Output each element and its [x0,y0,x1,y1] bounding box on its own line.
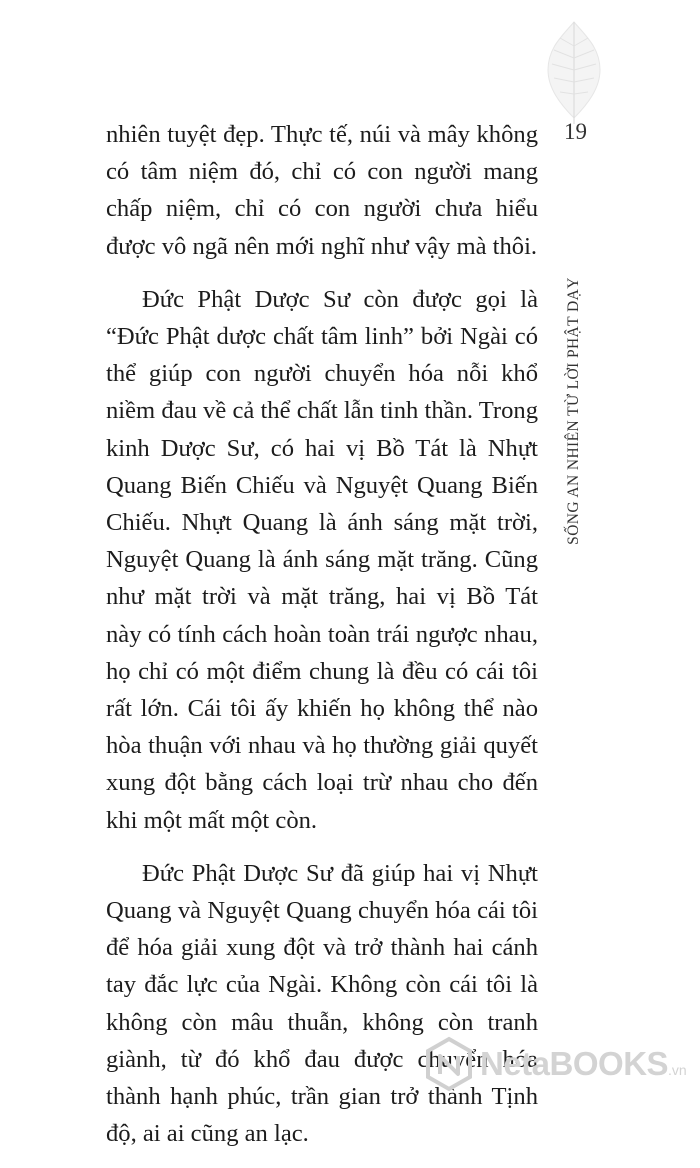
netabooks-logo-icon [424,1036,474,1094]
watermark [424,1036,690,1094]
watermark-text: NetaBOOKS.vn [480,1045,687,1082]
running-title: SỐNG AN NHIÊN TỪ LỜI PHẬT DẠY [565,277,582,545]
paragraph: Đức Phật Dược Sư còn được gọi là “Đức Phật dược chất tâm linh” bởi Ngài có thể giúp con người chuyển hóa nỗi khổ niềm đau về cả thể chất lẫn tinh thần. Trong kinh Dược Sư, có hai vị Bồ Tát là Nhựt Quang Biến Chiếu và Nguyệt Quang Biến Chiếu. Nhựt Quang là ánh sáng mặt trời, Nguyệt Quang là ánh sáng mặt trăng. Cũng như mặt trời và mặt trăng, hai vị Bồ Tát này có tính cách hoàn toàn trái ngược nhau, họ chỉ có một điểm chung là đều có cái tôi rất lớn. Cái tôi ấy khiến họ không thể nào hòa thuận với nhau và họ thường giải quyết xung đột bằng cách loại trừ nhau cho đến khi một mất một còn. [106,285,538,834]
watermark-suffix: .vn [668,1062,687,1078]
paragraph: Đức Phật Dược Sư đã giúp hai vị Nhựt Quang và Nguyệt Quang chuyển hóa cái tôi để hóa giải xung đột và trở thành hai cánh tay đắc lực của Ngài. Không còn cái tôi là không còn mâu thuẫn, không còn tranh giành, từ đó khổ đau được chuyển hóa thành hạnh phúc, trần gian trở thành Tịnh độ, ai ai cũng an lạc. [106,859,538,1148]
paragraph-continuation: nhiên tuyệt đẹp. Thực tế, núi và mây không có tâm niệm đó, chỉ có con người mang chấp niệm, chỉ có con người chưa hiểu được vô ngã nên mới nghĩ như vậy mà thôi. [106,121,538,260]
page-number: 19 [564,119,587,144]
bodhi-leaf-icon [540,18,608,128]
running-title-container [559,176,589,646]
body-text [106,116,538,1168]
